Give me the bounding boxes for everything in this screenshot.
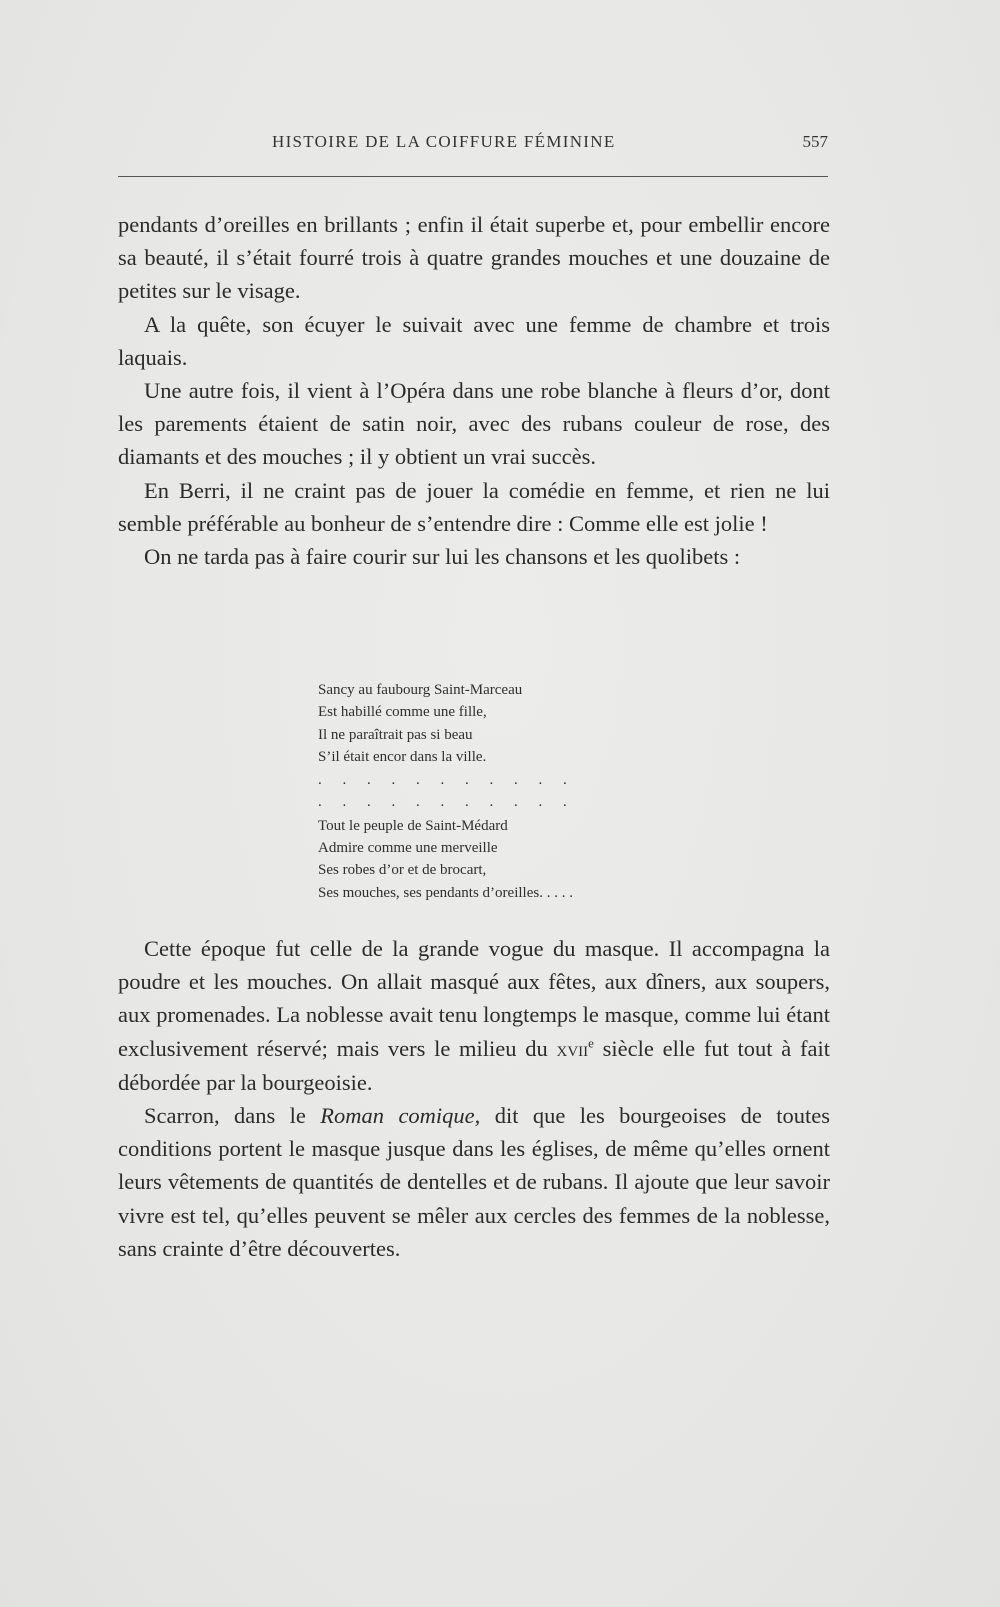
song-verse [318,679,678,904]
paragraph: On ne tarda pas à faire courir sur lui les chansons et les quolibets : [144,544,741,570]
verse-line: Tout le peuple de Saint-Médard [318,817,508,834]
body-text-top [118,208,830,573]
paragraph: En Berri, il ne craint pas de jouer la comédie en femme, et rien ne lui semble préférable au bonheur de s’entendre dire : Comme elle est jolie ! [118,477,830,536]
header-rule [118,176,828,177]
verse-line: Est habillé comme une fille, [318,704,487,721]
verse-line: Sancy au faubourg Saint-Marceau [318,682,523,698]
century-numeral: xvii [556,1036,589,1061]
verse-line: Ses mouches, ses pendants d’oreilles. . . . . [318,884,573,901]
book-title: Roman comique, [320,1103,481,1129]
paragraph-text: siècle elle fut tout à fait débordée par la bourgeoisie. [118,1035,830,1095]
paragraph-text: Cette époque fut celle de la grande vogue du masque. Il accompagna la poudre et les mouches. On allait masqué aux fêtes, aux dîners, aux soupers, aux promenades. La noblesse avait tenu longtemps le masque, comme lui étant exclusivement réservé; mais vers le milieu du [118,936,830,1061]
page-header [118,128,828,158]
century-superscript: e [588,1035,594,1051]
paragraph-text: Scarron, dans le [144,1103,321,1129]
paragraph: A la quête, son écuyer le suivait avec une femme de chambre et trois laquais. [118,311,830,370]
paragraph [118,1099,830,1265]
verse-line: Admire comme une merveille [318,840,498,857]
page-number: 557 [802,132,828,151]
paragraph-text: dit que les bourgeoises de toutes conditions portent le masque jusque dans les églises, de même qu’elles ornent leurs vêtements de quantités de dentelles et de rubans. Il ajoute que leur savoir vivre est tel, qu’elles peuvent se mêler aux cercles des femmes de la noblesse, sans crainte d’être découvertes. [118,1103,831,1261]
verse-line: Ses robes d’or et de brocart, [318,862,487,879]
body-text-bottom [118,932,830,1265]
verse-ellipsis: . . . . . . . . . . . [318,793,576,810]
running-title: HISTOIRE DE LA COIFFURE FÉMININE [272,132,616,151]
paragraph: pendants d’oreilles en brillants ; enfin il était superbe et, pour embellir encore sa beauté, il s’était fourré trois à quatre grandes mouches et une douzaine de petites sur le visage. [118,212,830,304]
verse-ellipsis: . . . . . . . . . . . [318,771,576,788]
verse-line: S’il était encor dans la ville. [318,749,487,766]
paragraph [118,932,830,1099]
paragraph: Une autre fois, il vient à l’Opéra dans une robe blanche à fleurs d’or, dont les parements étaient de satin noir, avec des rubans couleur de rose, des diamants et des mouches ; il y obtient un vrai succès. [118,378,830,470]
verse-line: Il ne paraîtrait pas si beau [318,726,473,743]
